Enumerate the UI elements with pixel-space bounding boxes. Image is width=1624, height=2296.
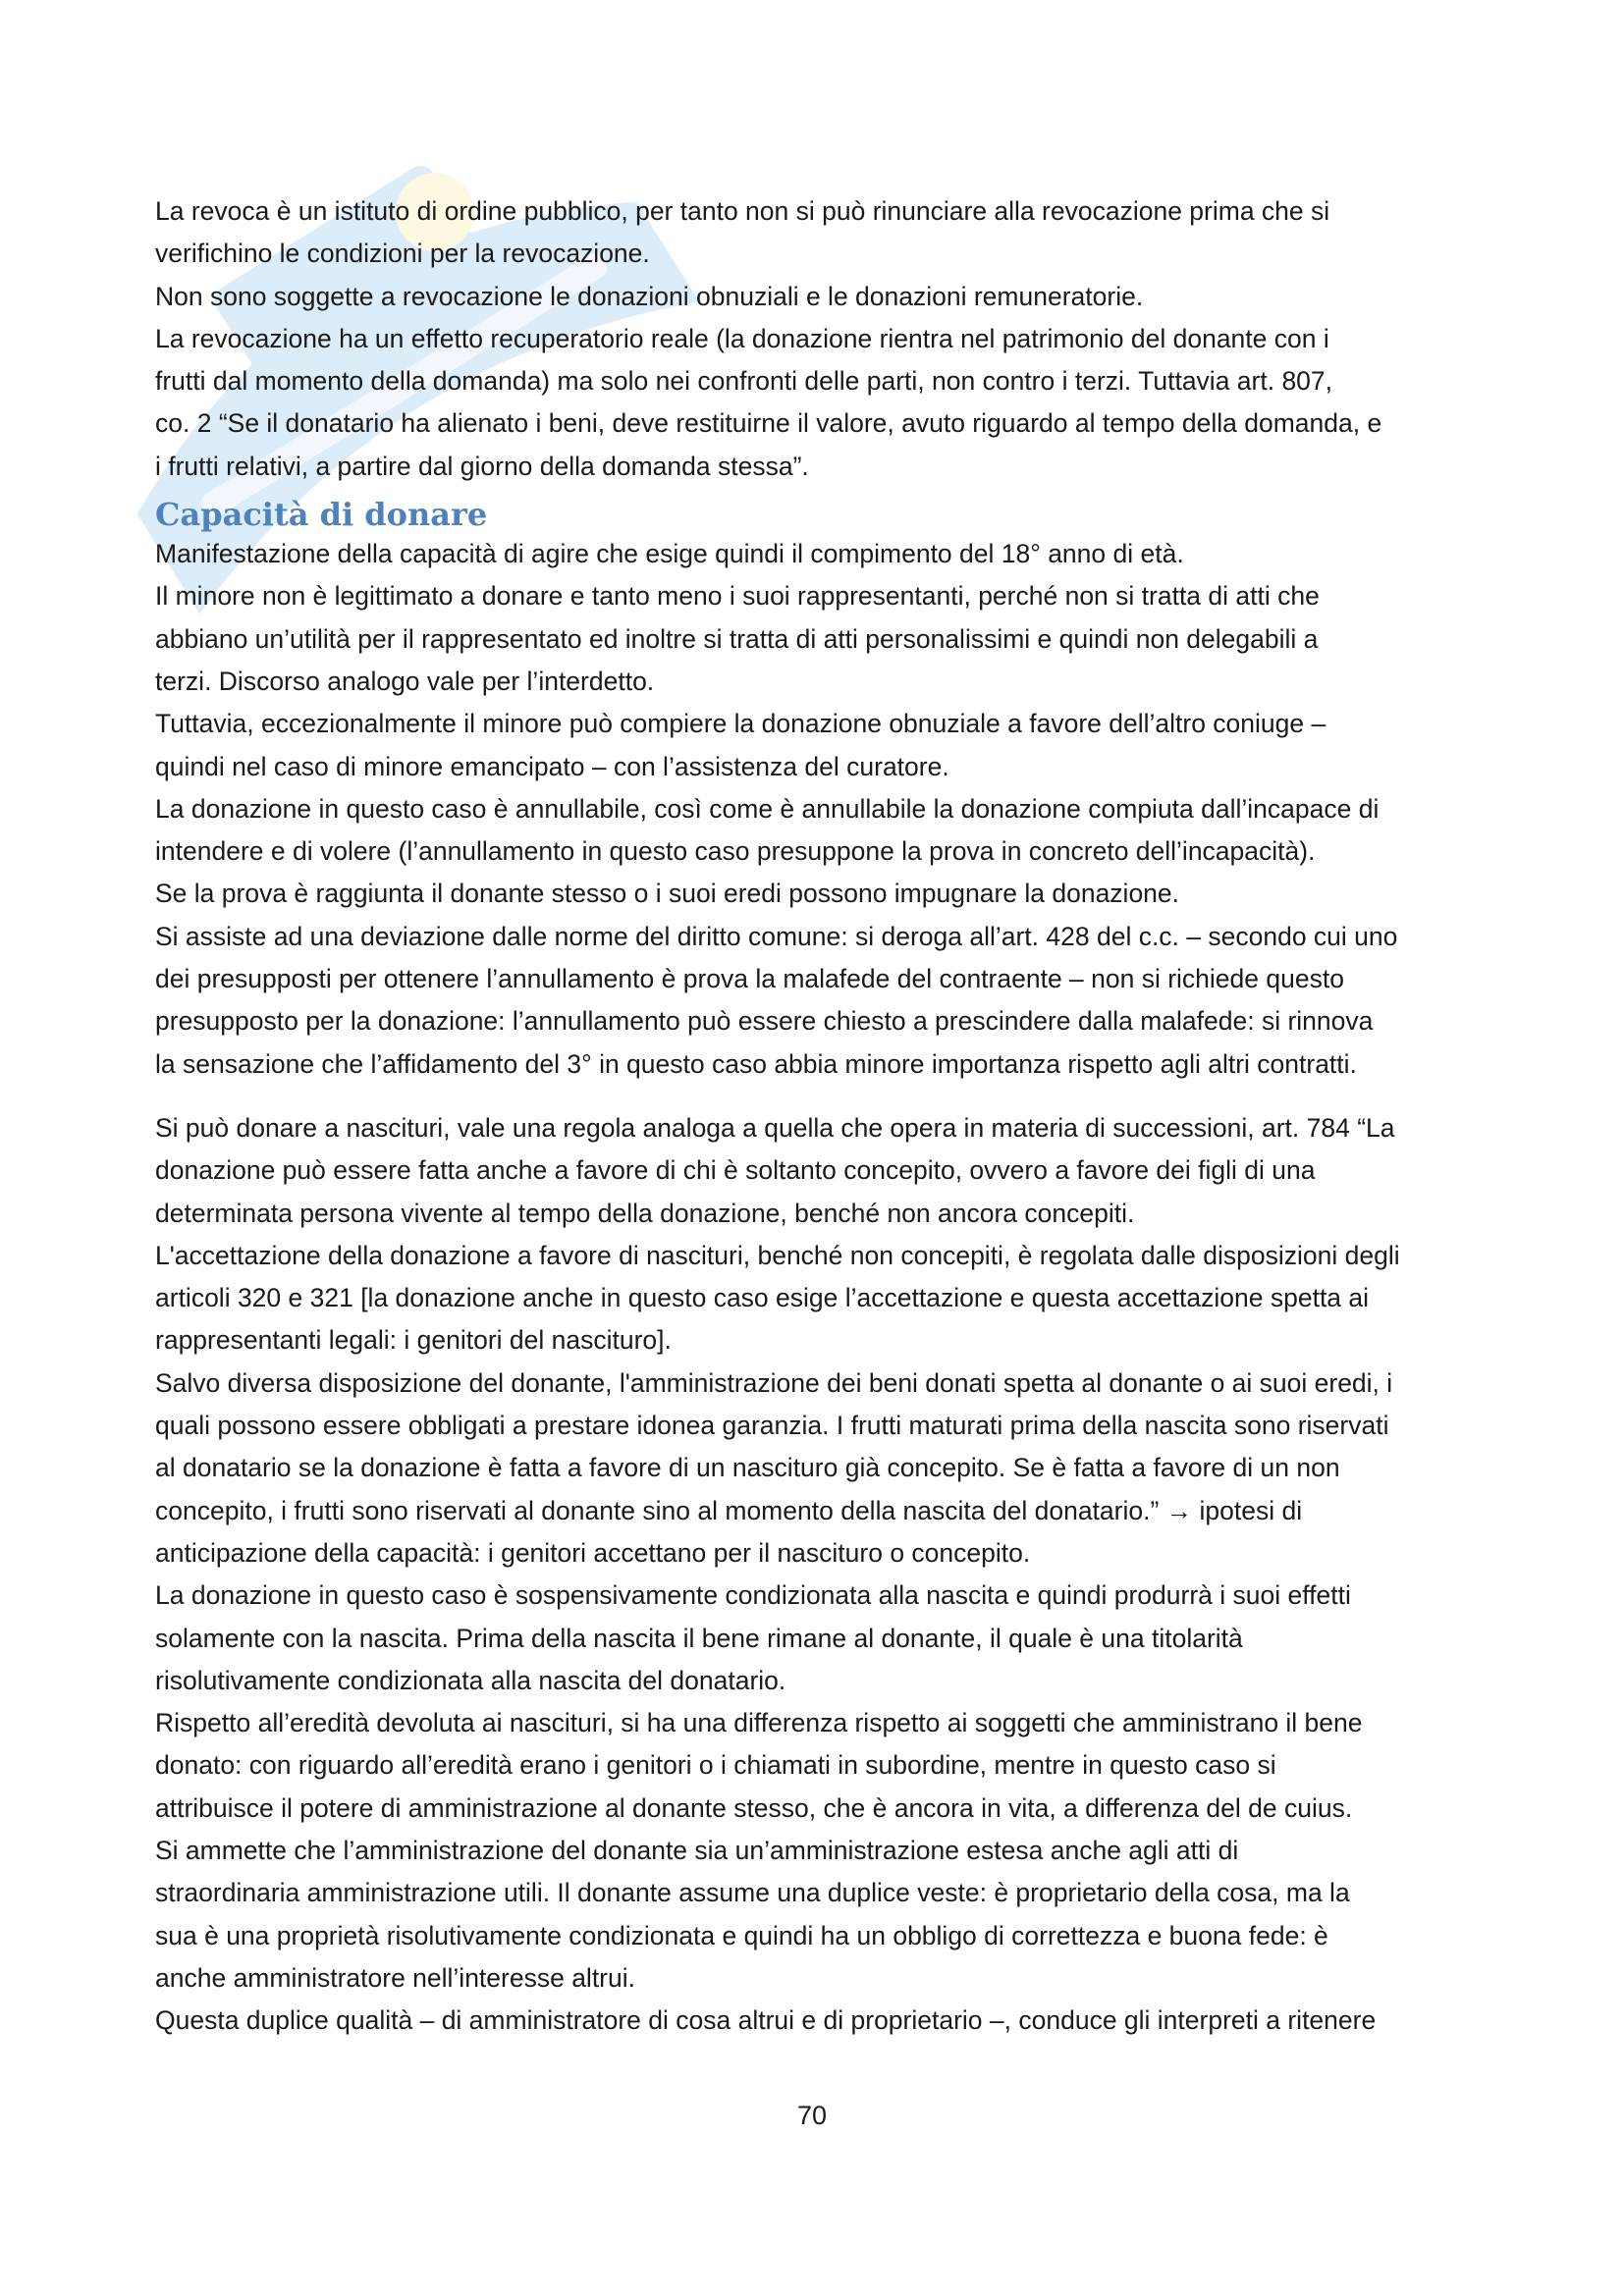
text-line: rappresentanti legali: i genitori del nascituro]. (155, 1325, 672, 1356)
text-line: Salvo diversa disposizione del donante, l'amministrazione dei beni donati spetta al donante o ai suoi eredi, i (155, 1367, 1393, 1398)
text-line: intendere e di volere (l’annullamento in questo caso presuppone la prova in concreto dell’incapacità). (155, 836, 1316, 867)
text-line: donato: con riguardo all’eredità erano i genitori o i chiamati in subordine, mentre in questo caso si (155, 1750, 1276, 1781)
text-line: La revocazione ha un effetto recuperatorio reale (la donazione rientra nel patrimonio del donante con i (155, 323, 1329, 353)
text-line: solamente con la nascita. Prima della nascita il bene rimane al donante, il quale è una titolarità (155, 1623, 1243, 1653)
document-body (155, 190, 1481, 2042)
text-line: sua è una proprietà risolutivamente condizionata e quindi ha un obbligo di correttezza e buona fede: è (155, 1920, 1328, 1950)
text-line: articoli 320 e 321 [la donazione anche in questo caso esige l’accettazione e questa accettazione spetta ai (155, 1283, 1370, 1313)
paragraph-spacer (155, 1086, 1481, 1107)
text-line: determinata persona vivente al tempo della donazione, benché non ancora concepiti. (155, 1198, 1135, 1228)
text-line: Si ammette che l’amministrazione del donante sia un’amministrazione estesa anche agli atti di (155, 1835, 1239, 1865)
text-line: i frutti relativi, a partire dal giorno della domanda stessa”. (155, 451, 809, 481)
text-line: quali possono essere obbligati a prestare idonea garanzia. I frutti maturati prima della nascita sono riservati (155, 1411, 1389, 1441)
text-line: Il minore non è legittimato a donare e tanto meno i suoi rappresentanti, perché non si tratta di atti che (155, 581, 1320, 612)
section-heading: Capacità di donare (155, 496, 488, 534)
text-line: presupposto per la donazione: l’annullamento può essere chiesto a prescindere dalla malafede: si rinnova (155, 1006, 1374, 1037)
text-line: La donazione in questo caso è annullabile, così come è annullabile la donazione compiuta dall’incapace di (155, 793, 1380, 824)
text-line: verifichino le condizioni per la revocazione. (155, 239, 650, 269)
text-line: risolutivamente condizionata alla nascita del donatario. (155, 1665, 786, 1695)
text-line: La revoca è un istituto di ordine pubblico, per tanto non si può rinunciare alla revocazione prima che si (155, 196, 1330, 226)
text-line: Manifestazione della capacità di agire che esige quindi il compimento del 18° anno di età. (155, 539, 1184, 569)
paragraph-nascituri (155, 1107, 1481, 2043)
text-line: donazione può essere fatta anche a favore di chi è soltanto concepito, ovvero a favore dei figli di una (155, 1155, 1316, 1186)
text-line: terzi. Discorso analogo vale per l’interdetto. (155, 666, 655, 696)
text-line: attribuisce il potere di amministrazione al donante stesso, che è ancora in vita, a differenza del de cuius. (155, 1792, 1353, 1823)
text-line: anche amministratore nell’interesse altrui. (155, 1962, 635, 1993)
text-line: L'accettazione della donazione a favore di nascituri, benché non concepiti, è regolata dalle disposizioni degli (155, 1240, 1400, 1270)
paragraph-revoca (155, 190, 1481, 488)
text-line: Tuttavia, eccezionalmente il minore può compiere la donazione obnuziale a favore dell’altro coniuge – (155, 709, 1326, 739)
text-line: Si assiste ad una deviazione dalle norme del diritto comune: si deroga all’art. 428 del c.c. – secondo cui uno (155, 921, 1398, 951)
text-line: dei presupposti per ottenere l’annullamento è prova la malafede del contraente – non si richiede questo (155, 964, 1344, 994)
text-line: la sensazione che l’affidamento del 3° in questo caso abbia minore importanza rispetto agli altri contratti. (155, 1048, 1357, 1079)
text-line: quindi nel caso di minore emancipato – con l’assistenza del curatore. (155, 751, 949, 781)
text-line: Rispetto all’eredità devoluta ai nascituri, si ha una differenza rispetto ai soggetti che amministrano il bene (155, 1708, 1363, 1738)
text-line: Se la prova è raggiunta il donante stesso o i suoi eredi possono impugnare la donazione. (155, 879, 1180, 909)
text-line: concepito, i frutti sono riservati al donante sino al momento della nascita del donatario.” → ipotesi di (155, 1495, 1303, 1525)
text-line: anticipazione della capacità: i genitori accettano per il nascituro o concepito. (155, 1537, 1031, 1568)
text-line: Si può donare a nascituri, vale una regola analoga a quella che opera in materia di successioni, art. 784 “La (155, 1112, 1395, 1143)
text-line: frutti dal momento della domanda) ma solo nei confronti delle parti, non contro i terzi. Tuttavia art. 807, (155, 366, 1333, 397)
text-line: La donazione in questo caso è sospensivamente condizionata alla nascita e quindi produrrà i suoi effetti (155, 1580, 1351, 1611)
page-number: 70 (796, 2101, 828, 2130)
text-line: straordinaria amministrazione utili. Il donante assume una duplice veste: è proprietario della cosa, ma la (155, 1878, 1350, 1908)
text-line: Non sono soggette a revocazione le donazioni obnuziali e le donazioni remuneratorie. (155, 281, 1144, 311)
paragraph-capacita (155, 533, 1481, 1086)
text-line: Questa duplice qualità – di amministratore di cosa altrui e di proprietario –, conduce gli interpreti a ritenere (155, 2005, 1377, 2036)
text-line: co. 2 “Se il donatario ha alienato i beni, deve restituirne il valore, avuto riguardo al tempo della domanda, e (155, 408, 1382, 439)
text-line: al donatario se la donazione è fatta a favore di un nascituro già concepito. Se è fatta a favore di un non (155, 1453, 1340, 1483)
text-line: abbiano un’utilità per il rappresentato ed inoltre si tratta di atti personalissimi e quindi non delegabili a (155, 623, 1319, 654)
